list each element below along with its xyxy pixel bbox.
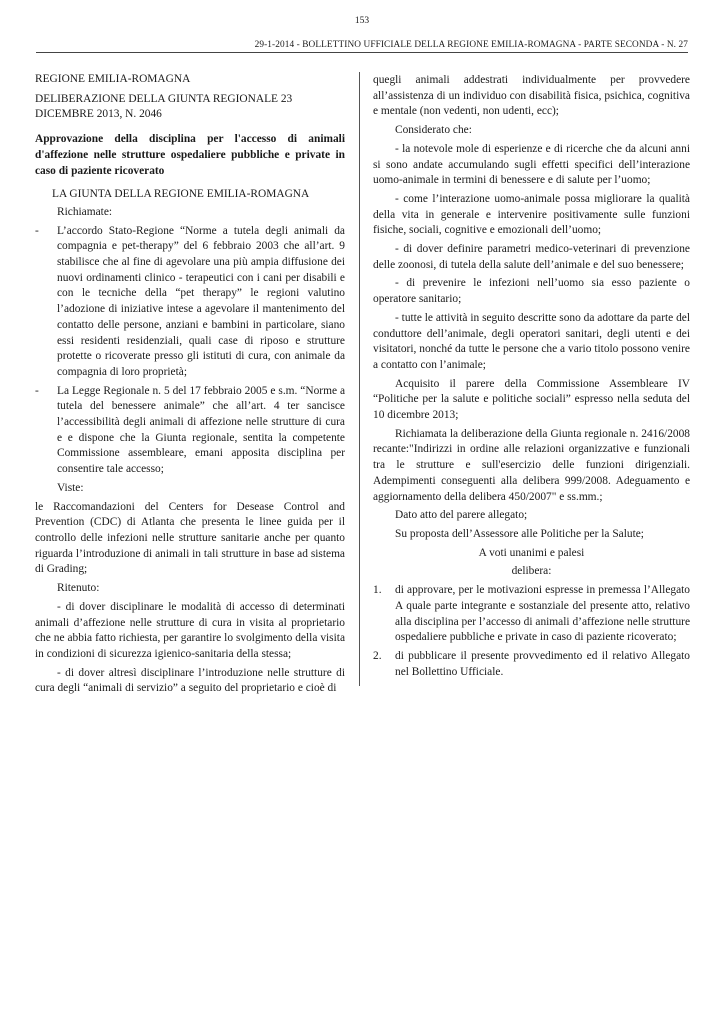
richiamata-paragraph: Richiamata la deliberazione della Giunta regionale n. 2416/2008 recante:"Indirizzi in ordine alle relazioni organizzative e funzionali tra le strutture e sull'esercizio delle funzioni dirigenziali. Adempimenti conseguenti alla delibera 999/2008. Adeguamento e aggiornamento della delibera 450/2007" e ss.mm.; bbox=[373, 427, 690, 503]
right-column bbox=[373, 73, 690, 683]
considerato-item: - come l’interazione uomo-animale possa migliorare la qualità della vita in generale e intervenire positivamente sulle funzioni fisiche, sociali, cognitive e emozionali dell’uomo; bbox=[373, 192, 690, 237]
decision-text: di approvare, per le motivazioni espresse in premessa l’Allegato A quale parte integrante e sostanziale del presente atto, relativo alla disciplina per l’accesso di animali d’affezione nelle strutture ospedaliere pubbliche e private in caso di paziente ricoverato; bbox=[395, 584, 690, 644]
left-column bbox=[35, 72, 345, 700]
bullet-item bbox=[35, 224, 345, 381]
page-number: 153 bbox=[354, 16, 370, 26]
act-heading: DELIBERAZIONE DELLA GIUNTA REGIONALE 23 DICEMBRE 2013, N. 2046 bbox=[35, 92, 293, 121]
dato-atto-paragraph: Dato atto del parere allegato; bbox=[395, 509, 528, 522]
considerato-item: - la notevole mole di esperienze e di ricerche che da alcuni anni si sono andate accumulando sugli effetti specifici dell’interazione uomo-animale in termini di benessere e di salute per l’uomo; bbox=[373, 142, 690, 187]
decision-number: 2. bbox=[373, 649, 382, 662]
ritenuto-item: - di dover disciplinare le modalità di accesso di determinati animali d’affezione nelle strutture di cura in visita al proprietario che ne abbia fatto richiesta, per garantire lo svolgimento della visita in condizioni di sicurezza igienico-sanitaria della stessa; bbox=[35, 600, 345, 660]
bullet-text: L’accordo Stato-Regione “Norme a tutela degli animali da compagnia e pet-therapy” del 6 febbraio 2003 che all’art. 9 stabilisce che al fine di agevolare una più ampia diffusione dei nuovi ordinamenti clinico - terapeutici con i cani per disabili e con le tecniche della “pet therapy” le regioni valutino l’adozione di iniziative intese a agevolare il mantenimento del contatto delle persone, anziani e bambini in particolare, siano essi residenti residenziali, quali case di riposo e strutture protette o ricoverate presso gli istituti di cura, con animale da compagnia di loro proprietà; bbox=[57, 224, 345, 378]
considerato-label: Considerato che: bbox=[395, 124, 472, 137]
viste-text: le Raccomandazioni del Centers for Desease Control and Prevention (CDC) di Atlanta che presenta le linee guida per il controllo delle infezioni nelle strutture sanitarie anche per quanto riguarda l’introduzione di animali in tali strutture in base ad sistema di Grading; bbox=[35, 500, 345, 576]
considerato-item: - di dover definire parametri medico-veterinari di prevenzione delle zoonosi, di tutela della salute dell’animale e del suo benessere; bbox=[373, 243, 690, 271]
bullet-mark: - bbox=[35, 384, 39, 397]
viste-label: Viste: bbox=[57, 481, 84, 494]
decision-number: 1. bbox=[373, 584, 382, 597]
ritenuto-item: - di dover altresì disciplinare l’introduzione nelle strutture di cura degli “animali di servizio” a seguito del proprietario e cioè di bbox=[35, 666, 345, 695]
column-divider bbox=[359, 72, 360, 686]
region-heading: REGIONE EMILIA-ROMAGNA bbox=[35, 73, 191, 85]
bullet-mark: - bbox=[35, 224, 39, 237]
bullet-item bbox=[35, 384, 345, 478]
decision-item bbox=[373, 649, 690, 680]
act-title: Approvazione della disciplina per l'accesso di animali d'affezione nelle strutture ospedaliere pubbliche e private in caso di paziente ricoverato bbox=[35, 133, 345, 177]
proposta-paragraph: Su proposta dell’Assessore alle Politiche per la Salute; bbox=[395, 527, 644, 540]
decision-text: di pubblicare il presente provvedimento ed il relativo Allegato nel Bollettino Ufficiale. bbox=[395, 649, 690, 678]
delibera-heading: delibera: bbox=[511, 565, 552, 578]
voti-line: A voti unanimi e palesi bbox=[478, 546, 585, 559]
header-rule bbox=[36, 52, 688, 53]
acquisito-paragraph: Acquisito il parere della Commissione Assembleare IV “Politiche per la salute e politiche sociali” espresso nella seduta del 10 dicembre 2013; bbox=[373, 377, 690, 422]
decision-item bbox=[373, 583, 690, 646]
ritenuto-label: Ritenuto: bbox=[57, 582, 100, 595]
bullet-text: La Legge Regionale n. 5 del 17 febbraio 2005 e s.m. “Norme a tutela del benessere animale” che all’art. 4 ter sancisce l’accessibilità degli animali di affezione nelle strutture di cura e e dispone che la Giunta regionale, sentita la competente Commissione assembleare, emani apposita disciplina per consentire tale accesso; bbox=[57, 384, 345, 476]
richiamate-label: Richiamate: bbox=[57, 205, 113, 218]
considerato-item: - di prevenire le infezioni nell’uomo sia esso paziente o operatore sanitario; bbox=[373, 277, 690, 306]
considerato-item: - tutte le attività in seguito descritte sono da adottare da parte del conduttore dell’animale, degli operatori sanitari, degli utenti e dei visitatori, nonché da tutte le persone che a vario titolo possono venire a contatto con l’animale; bbox=[373, 311, 690, 371]
continuation-text: quegli animali addestrati individualmente per provvedere all’assistenza di un individuo con disabilità fisica, psichica, cognitiva e mentale (non vedenti, non udenti, ecc); bbox=[373, 74, 690, 118]
running-header: 29-1-2014 - BOLLETTINO UFFICIALE DELLA REGIONE EMILIA-ROMAGNA - PARTE SECONDA - N. 27 bbox=[254, 40, 688, 50]
assembly-heading: LA GIUNTA DELLA REGIONE EMILIA-ROMAGNA bbox=[52, 188, 310, 201]
